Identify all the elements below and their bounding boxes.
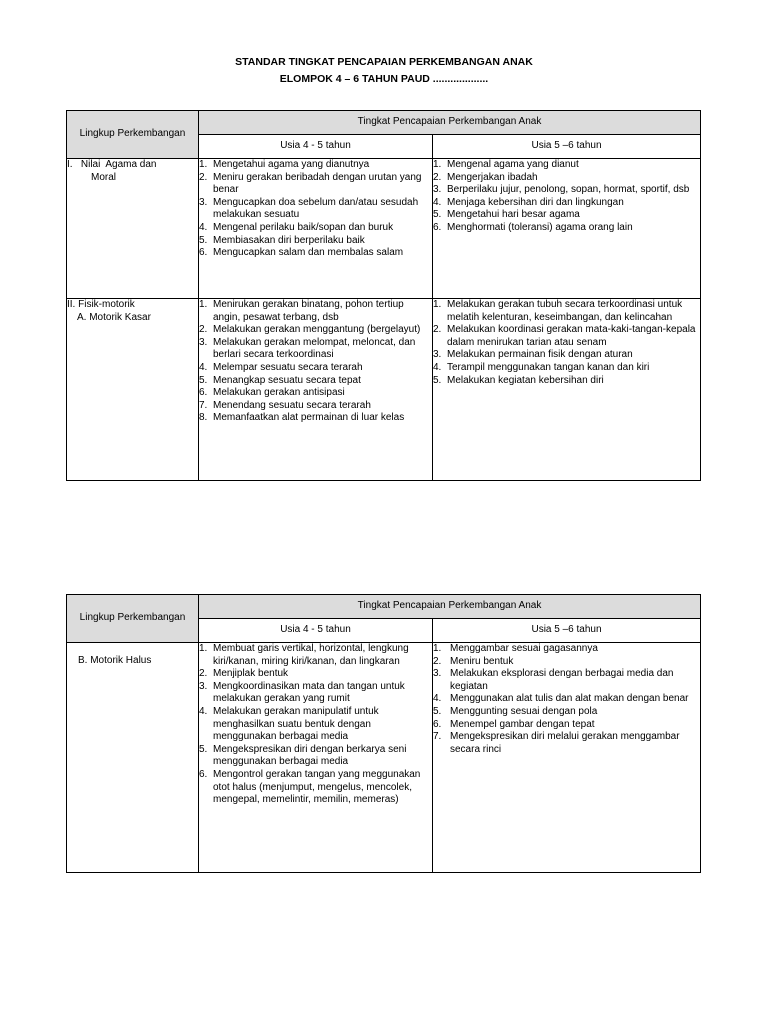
list-item: 2. Melakukan gerakan menggantung (bergelayut) <box>199 324 421 336</box>
goal-list <box>433 159 700 235</box>
list-item: 5. Mengekspresikan diri dengan berkarya seni menggunakan berbagai media <box>199 743 407 768</box>
header-age-5-6: Usia 5 –6 tahun <box>433 619 701 643</box>
list-item: 2. Melakukan koordinasi gerakan mata-kaki-tangan-kepala dalam menirukan tarian atau senam <box>433 324 696 348</box>
age-4-5-cell <box>199 643 433 873</box>
list-item: 3. Melakukan gerakan melompat, meloncat, dan berlari secara terkoordinasi <box>199 336 416 361</box>
age-5-6-cell <box>433 159 701 299</box>
list-item: 7. Menendang sesuatu secara terarah <box>199 399 371 411</box>
area-sublabel: A. Motorik Kasar <box>77 311 151 323</box>
standards-table-1 <box>66 110 701 481</box>
table-row <box>67 643 701 873</box>
goal-list <box>433 643 700 756</box>
list-item: 1. Melakukan gerakan tubuh secara terkoordinasi untuk melatih kelenturan, keseimbangan, dan kelincahan <box>433 299 683 323</box>
list-item: 2. Meniru bentuk <box>433 655 514 667</box>
goal-list <box>433 299 700 387</box>
area-sublabel: Moral <box>91 171 117 183</box>
age-5-6-cell <box>433 643 701 873</box>
header-lingkup: Lingkup Perkembangan <box>67 111 199 159</box>
header-tingkat-pencapaian: Tingkat Pencapaian Perkembangan Anak <box>199 595 701 619</box>
list-item: 3. Berperilaku jujur, penolong, sopan, hormat, sportif, dsb <box>433 184 690 196</box>
list-item: 1. Mengetahui agama yang dianutnya <box>199 159 370 170</box>
table-row <box>67 299 701 481</box>
goal-list <box>199 643 432 807</box>
header-age-4-5: Usia 4 - 5 tahun <box>199 135 433 159</box>
list-item: 8. Memanfaatkan alat permainan di luar kelas <box>199 412 405 424</box>
list-item: 4. Terampil menggunakan tangan kanan dan kiri <box>433 361 650 373</box>
header-lingkup: Lingkup Perkembangan <box>67 595 199 643</box>
document-subtitle: ELOMPOK 4 – 6 TAHUN PAUD ................... <box>279 73 489 85</box>
list-item: 3. Mengucapkan doa sebelum dan/atau sesudah melakukan sesuatu <box>199 196 419 221</box>
list-item: 1. Menggambar sesuai gagasannya <box>433 643 598 654</box>
age-5-6-cell <box>433 299 701 481</box>
header-age-4-5: Usia 4 - 5 tahun <box>199 619 433 643</box>
list-item: 2. Meniru gerakan beribadah dengan urutan yang benar <box>199 171 422 196</box>
list-item: 3. Melakukan eksplorasi dengan berbagai media dan kegiatan <box>433 668 674 692</box>
lingkup-cell <box>67 159 199 299</box>
list-item: 7. Mengekspresikan diri melalui gerakan menggambar secara rinci <box>433 731 680 755</box>
list-item: 1. Mengenal agama yang dianut <box>433 159 579 170</box>
list-item: 5. Membiasakan diri berperilaku baik <box>199 234 365 246</box>
age-4-5-cell <box>199 159 433 299</box>
list-item: 3. Melakukan permainan fisik dengan aturan <box>433 349 633 361</box>
area-label: II. Fisik-motorik <box>67 299 135 310</box>
list-item: 4. Melempar sesuatu secara terarah <box>199 361 363 373</box>
age-4-5-cell <box>199 299 433 481</box>
list-item: 5. Mengetahui hari besar agama <box>433 209 580 221</box>
table-header-row <box>67 595 701 619</box>
lingkup-cell <box>67 643 199 873</box>
goal-list <box>199 299 432 425</box>
list-item: 4. Melakukan gerakan manipulatif untuk menghasilkan suatu bentuk dengan menggunakan berbagai media <box>199 705 379 743</box>
list-item: 4. Mengenal perilaku baik/sopan dan buruk <box>199 221 394 233</box>
area-label: B. Motorik Halus <box>78 655 152 666</box>
list-item: 5. Melakukan kegiatan kebersihan diri <box>433 374 604 386</box>
list-item: 5. Menggunting sesuai dengan pola <box>433 705 598 717</box>
standards-table-2 <box>66 594 701 873</box>
list-item: 4. Menjaga kebersihan diri dan lingkungan <box>433 196 624 208</box>
list-item: 5. Menangkap sesuatu secara tepat <box>199 374 361 386</box>
list-item: 6. Menempel gambar dengan tepat <box>433 718 595 730</box>
area-label: I. Nilai Agama dan <box>67 159 157 170</box>
list-item: 2. Menjiplak bentuk <box>199 668 289 680</box>
list-item: 6. Mengontrol gerakan tangan yang meggunakan otot halus (menjumput, mengelus, mencolek, mengepal, memelintir, memilin, memeras) <box>199 768 421 806</box>
table-row <box>67 159 701 299</box>
list-item: 3. Mengkoordinasikan mata dan tangan untuk melakukan gerakan yang rumit <box>199 680 405 705</box>
list-item: 1. Membuat garis vertikal, horizontal, lengkung kiri/kanan, miring kiri/kanan, dan lingkaran <box>199 643 409 667</box>
lingkup-cell <box>67 299 199 481</box>
list-item: 4. Menggunakan alat tulis dan alat makan dengan benar <box>433 693 689 705</box>
header-age-5-6: Usia 5 –6 tahun <box>433 135 701 159</box>
document-title: STANDAR TINGKAT PENCAPAIAN PERKEMBANGAN ANAK <box>235 56 533 68</box>
list-item: 6. Mengucapkan salam dan membalas salam <box>199 247 404 259</box>
goal-list <box>199 159 432 260</box>
header-tingkat-pencapaian: Tingkat Pencapaian Perkembangan Anak <box>199 111 701 135</box>
table-header-row <box>67 111 701 135</box>
list-item: 1. Menirukan gerakan binatang, pohon tertiup angin, pesawat terbang, dsb <box>199 299 404 323</box>
list-item: 6. Menghormati (toleransi) agama orang lain <box>433 221 633 233</box>
list-item: 2. Mengerjakan ibadah <box>433 171 538 183</box>
list-item: 6. Melakukan gerakan antisipasi <box>199 387 345 399</box>
